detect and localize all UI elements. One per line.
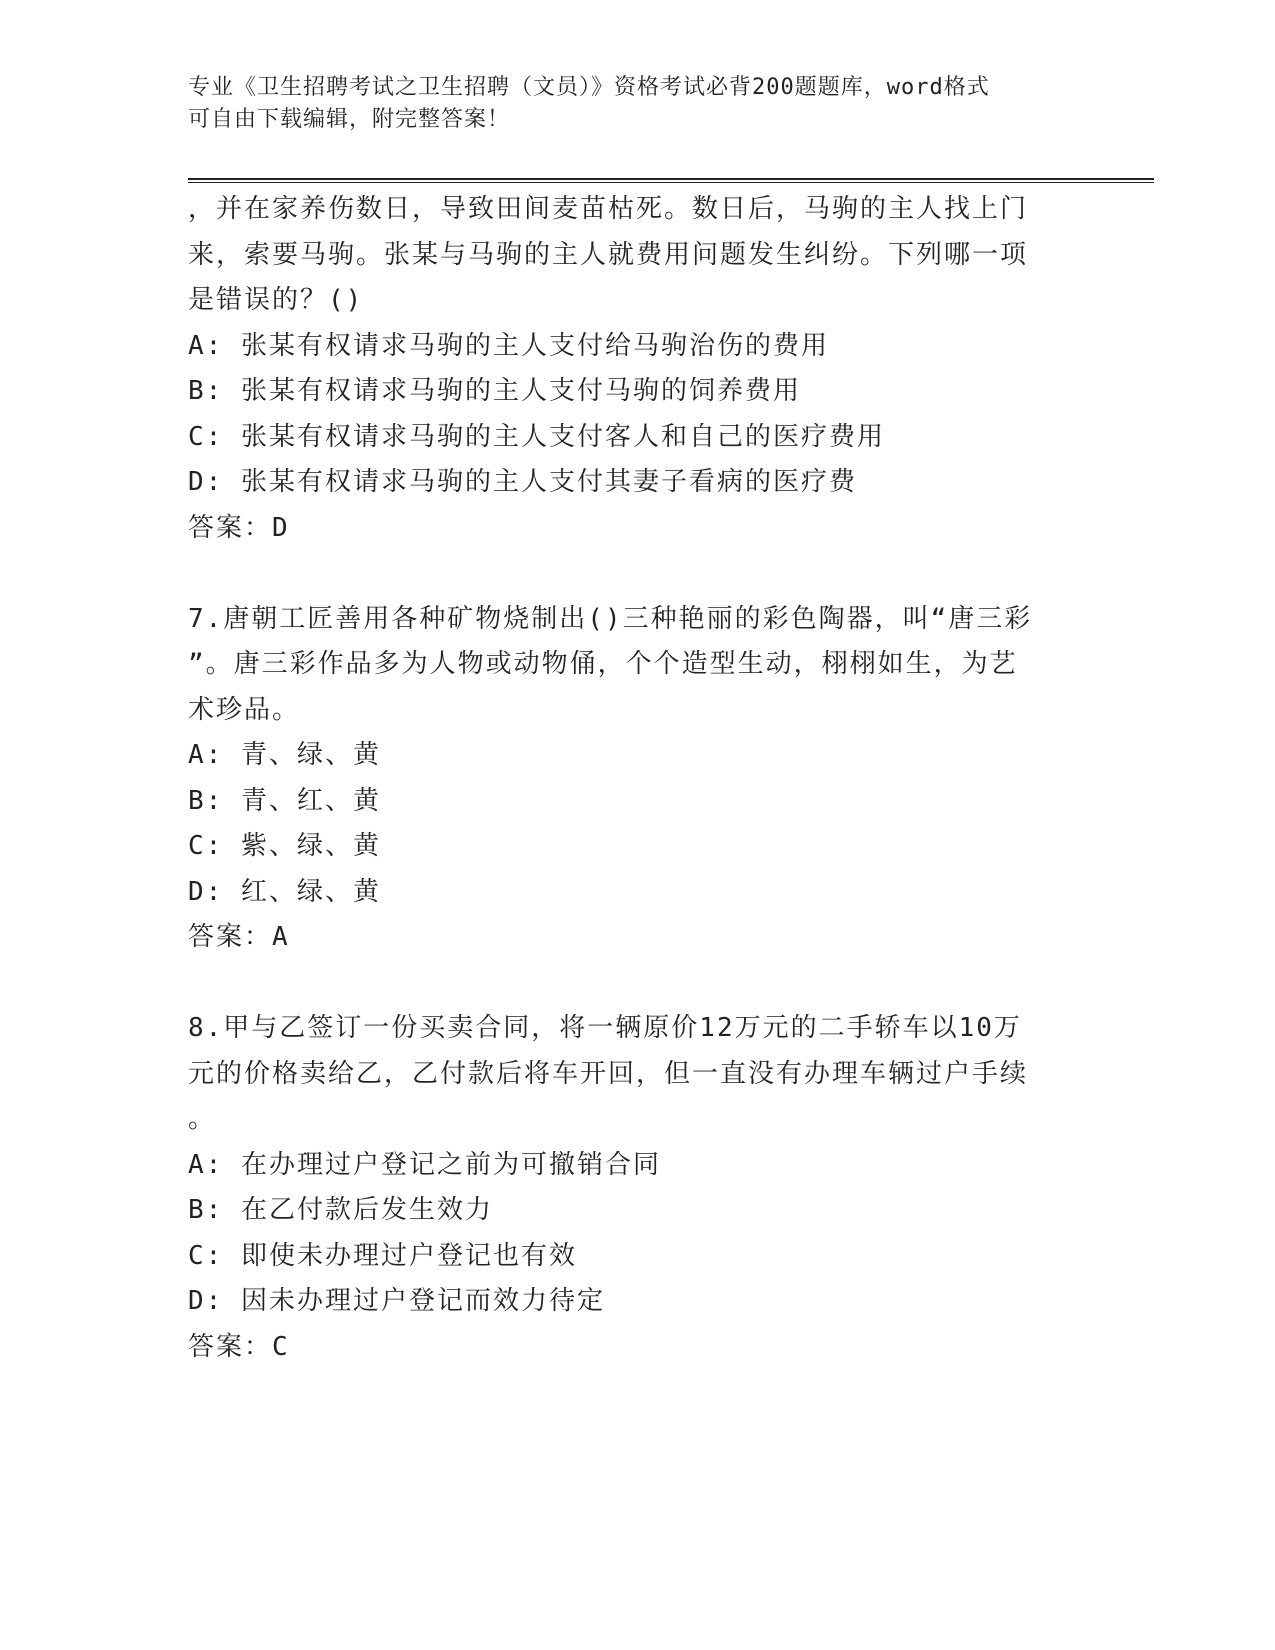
document-body	[188, 187, 1058, 1370]
question-spacer	[188, 961, 1058, 1007]
question-stem-line: 元的价格卖给乙，乙付款后将车开回，但一直没有办理车辆过户手续	[188, 1058, 1029, 1089]
question-stem-line: 是错误的？()	[188, 285, 364, 315]
header-title-line-1: 专业《卫生招聘考试之卫生招聘（文员）》资格考试必背200题题库，word格式	[188, 75, 990, 100]
question-stem-line: 7.唐朝工匠善用各种矿物烧制出()三种艳丽的彩色陶器，叫“唐三彩	[188, 603, 1033, 634]
question-stem-line: ，并在家养伤数日，导致田间麦苗枯死。数日后，马驹的主人找上门	[188, 194, 1029, 224]
document-header	[188, 72, 1068, 136]
option-b: B: 张某有权请求马驹的主人支付马驹的饲养费用	[188, 376, 801, 406]
question-6	[188, 187, 1058, 551]
answer-line: 答案：C	[188, 1331, 290, 1362]
option-a: A: 青、绿、黄	[188, 740, 381, 770]
answer-line: 答案：A	[188, 922, 290, 952]
question-stem-line: 。	[188, 1104, 217, 1134]
option-d: D: 张某有权请求马驹的主人支付其妻子看病的医疗费	[188, 467, 857, 497]
option-b: B: 在乙付款后发生效力	[188, 1195, 493, 1225]
header-divider-thick	[188, 178, 1154, 180]
option-a: A: 在办理过户登记之前为可撤销合同	[188, 1149, 661, 1180]
header-divider-thin	[188, 182, 1154, 183]
option-c: C: 张某有权请求马驹的主人支付客人和自己的医疗费用	[188, 421, 885, 452]
option-d: D: 因未办理过户登记而效力待定	[188, 1286, 605, 1316]
answer-line: 答案：D	[188, 512, 290, 543]
header-title-line-2: 可自由下载编辑，附完整答案！	[188, 107, 511, 132]
question-stem-line: 来，索要马驹。张某与马驹的主人就费用问题发生纠纷。下列哪一项	[188, 239, 1029, 270]
option-c: C: 即使未办理过户登记也有效	[188, 1240, 577, 1271]
option-d: D: 红、绿、黄	[188, 876, 381, 907]
question-8	[188, 1006, 1058, 1370]
option-b: B: 青、红、黄	[188, 785, 381, 816]
question-7	[188, 597, 1058, 961]
option-c: C: 紫、绿、黄	[188, 831, 381, 861]
question-stem-line: 8.甲与乙签订一份买卖合同，将一辆原价12万元的二手轿车以10万	[188, 1013, 1022, 1043]
option-a: A: 张某有权请求马驹的主人支付给马驹治伤的费用	[188, 330, 829, 361]
question-spacer	[188, 551, 1058, 597]
question-stem-line: ”。唐三彩作品多为人物或动物俑，个个造型生动，栩栩如生，为艺	[188, 649, 1018, 679]
question-stem-line: 术珍品。	[188, 694, 301, 725]
